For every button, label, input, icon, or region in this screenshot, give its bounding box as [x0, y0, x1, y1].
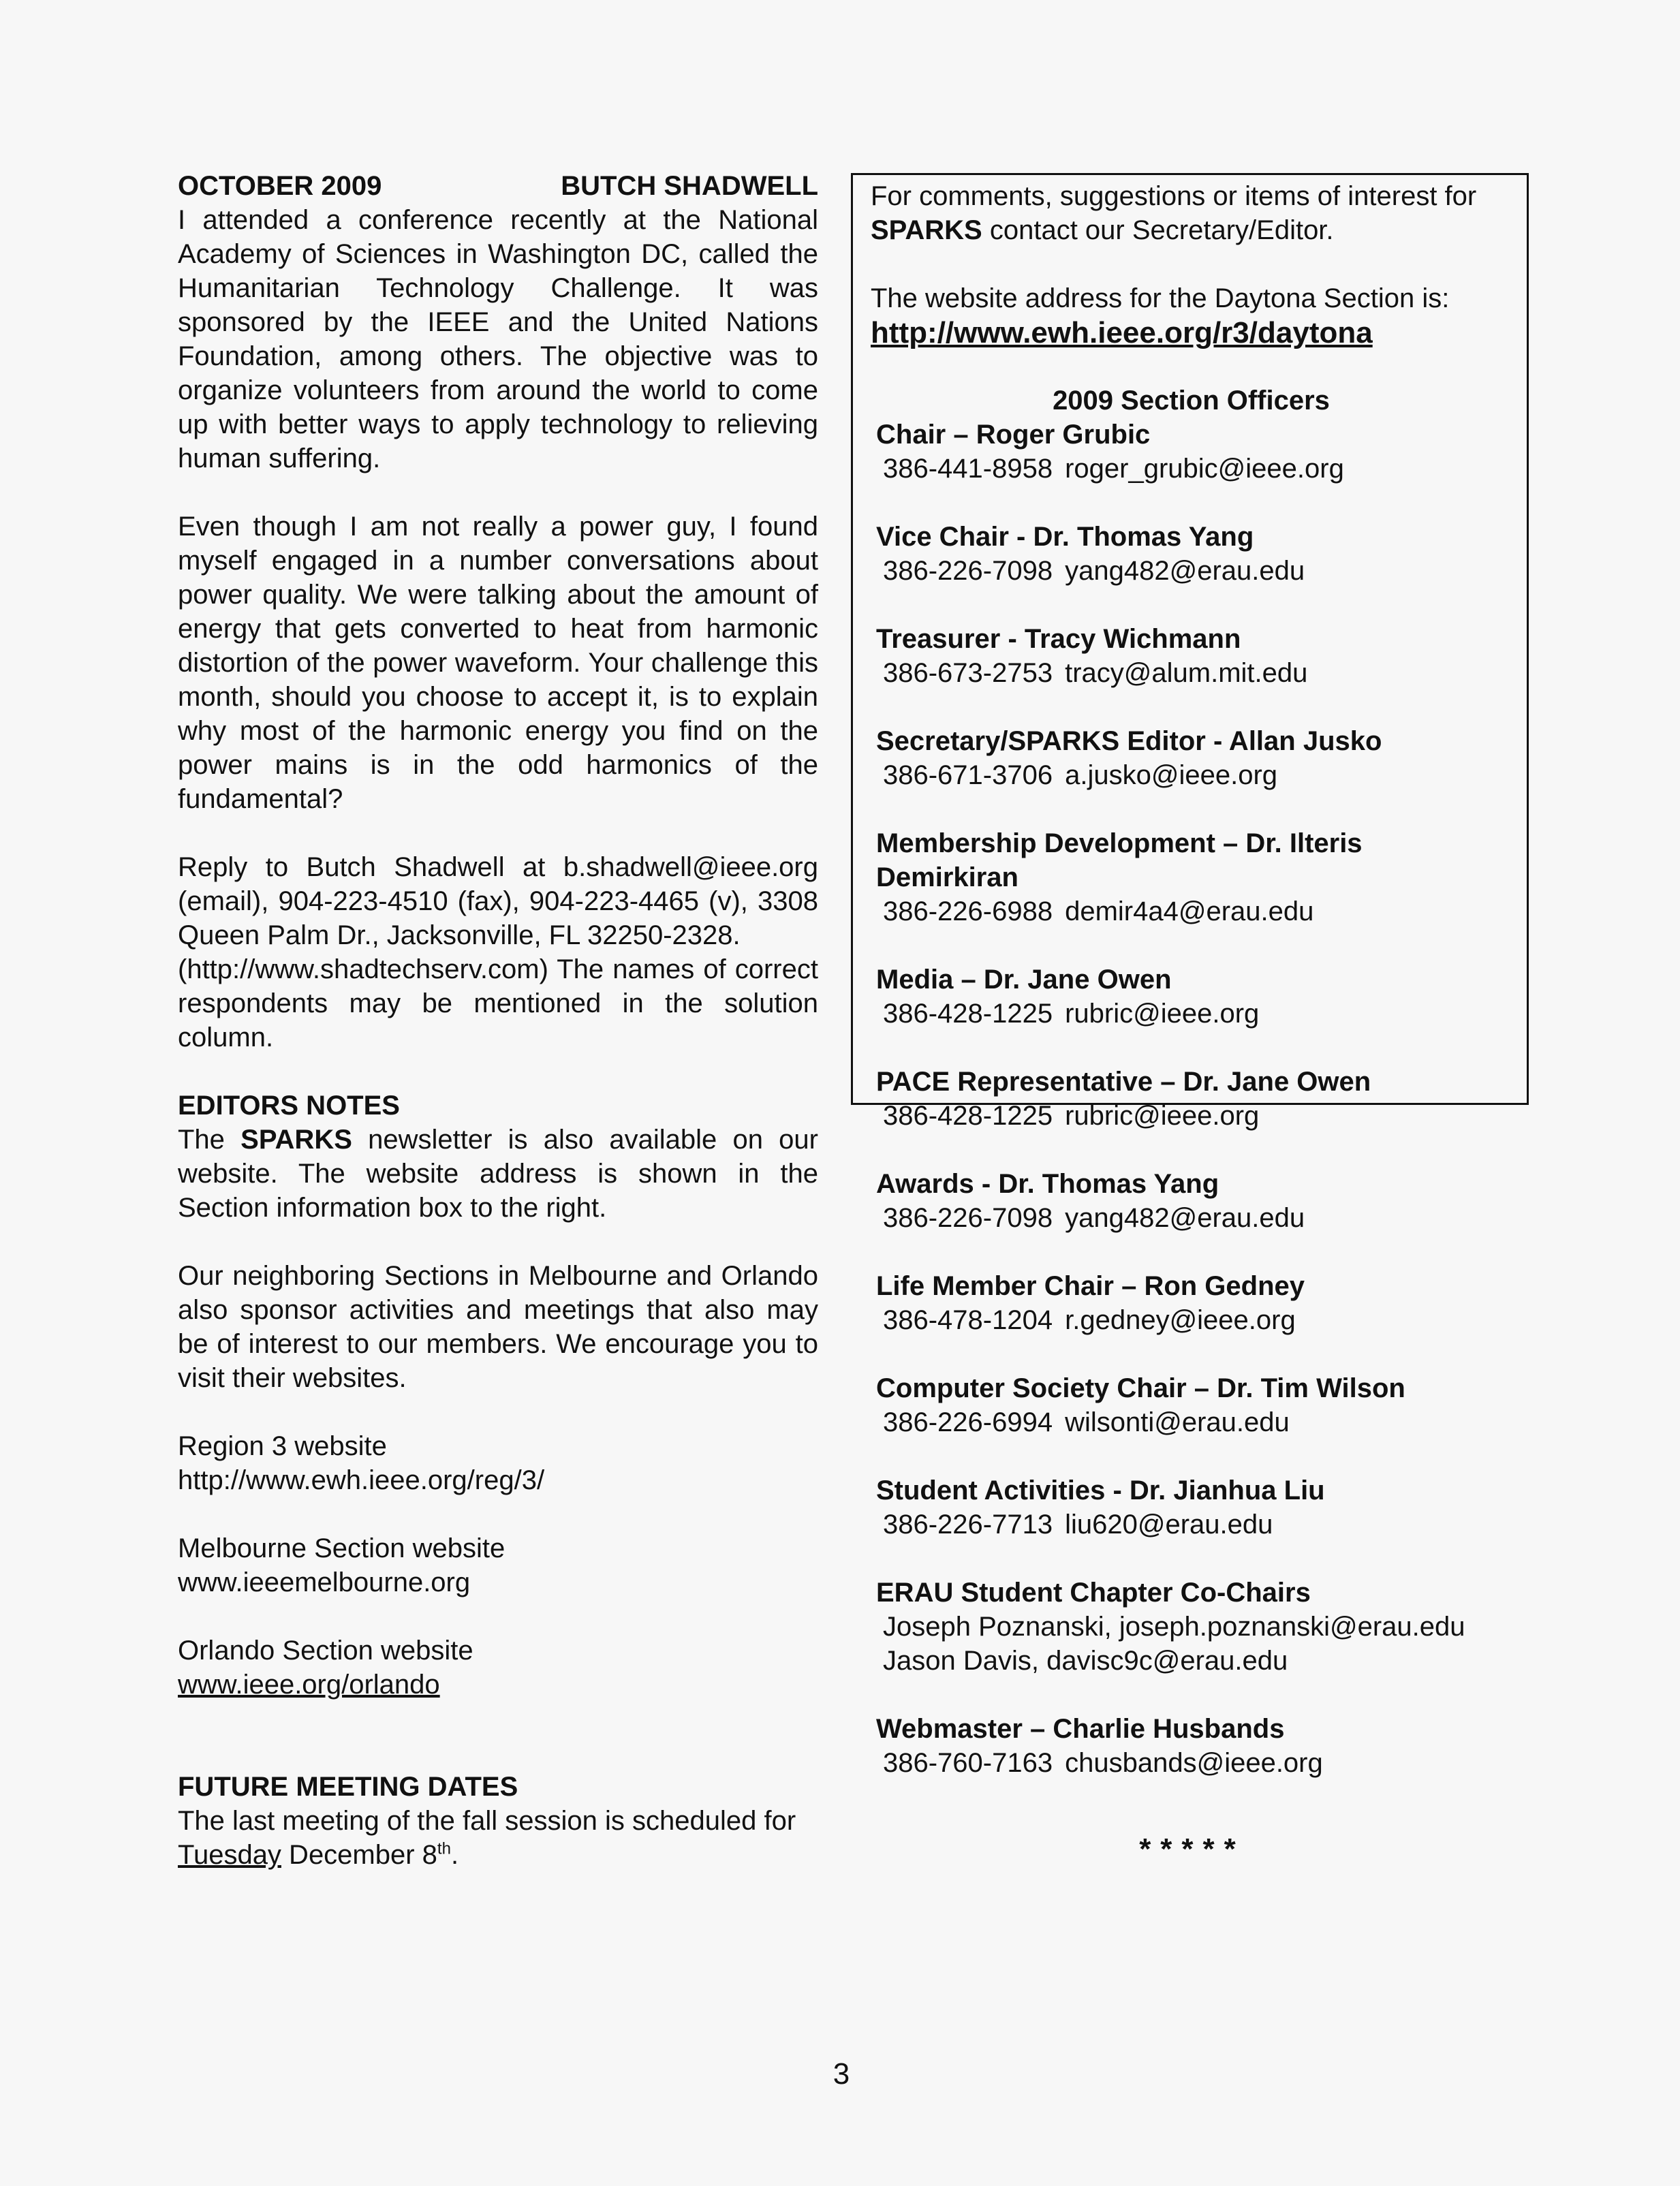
officer-email[interactable]: yang482@erau.edu: [1065, 556, 1305, 586]
officer-contact: [871, 452, 1512, 486]
officer-phone: 386-428-1225: [883, 999, 1053, 1029]
future-text-b: December 8: [281, 1840, 437, 1870]
erau-officer: [871, 1576, 1512, 1678]
melbourne-website-label: Melbourne Section website: [178, 1533, 505, 1563]
officer-list: [871, 418, 1512, 1542]
officer-phone: 386-428-1225: [883, 1101, 1053, 1131]
officer-email[interactable]: roger_grubic@ieee.org: [1065, 454, 1344, 484]
officer-entry: [871, 622, 1512, 690]
erau-contact-1: Joseph Poznanski, joseph.poznanski@erau.edu: [883, 1612, 1465, 1642]
article-paragraph-1: I attended a conference recently at the National Academy of Sciences in Washington DC, called the Humanitarian Technology Challenge. It was sponsored by the IEEE and the United Nations Foundation, among others. The objective was to organize volunteers from around the world to come up with better ways to apply technology to relieving human suffering.: [178, 205, 818, 473]
website-intro: The website address for the Daytona Section is:: [871, 283, 1450, 313]
officer-contact: [871, 894, 1512, 928]
officer-title: PACE Representative – Dr. Jane Owen: [876, 1067, 1371, 1097]
officer-email[interactable]: a.jusko@ieee.org: [1065, 760, 1278, 790]
officer-entry: [871, 520, 1512, 588]
officer-entry: [871, 1269, 1512, 1337]
editors-notes-heading: EDITORS NOTES: [178, 1091, 400, 1121]
webmaster-officer: [871, 1712, 1512, 1780]
intro-sparks: SPARKS: [871, 215, 982, 245]
officer-title: Treasurer - Tracy Wichmann: [876, 624, 1241, 654]
orlando-website-label: Orlando Section website: [178, 1636, 473, 1666]
officer-contact: [871, 656, 1512, 690]
intro-text-b: contact our Secretary/Editor.: [982, 215, 1334, 245]
intro-text-a: For comments, suggestions or items of interest for: [871, 181, 1477, 211]
editors-notes-paragraph-1: [178, 1123, 818, 1225]
officer-contact: [871, 554, 1512, 588]
erau-contact-2: Jason Davis, davisc9c@erau.edu: [883, 1646, 1288, 1676]
section-info-box: [851, 173, 1529, 1778]
region-website-url[interactable]: http://www.ewh.ieee.org/reg/3/: [178, 1465, 545, 1495]
future-meetings-text: [178, 1804, 818, 1872]
reply-paragraph-continued: (http://www.shadtechserv.com) The names of correct respondents may be mentioned in the solution column.: [178, 954, 818, 1052]
reply-paragraph: Reply to Butch Shadwell at b.shadwell@ieee.org (email), 904-223-4510 (fax), 904-223-4465 (v), 3308 Queen Palm Dr., Jacksonville, FL 32250-2328.: [178, 852, 818, 950]
officer-email[interactable]: r.gedney@ieee.org: [1065, 1305, 1296, 1335]
daytona-website-link[interactable]: http://www.ewh.ieee.org/r3/daytona: [871, 316, 1373, 349]
officer-title: Membership Development – Dr. Ilteris Demirkiran: [876, 828, 1363, 892]
officer-phone: 386-441-8958: [883, 454, 1053, 484]
officer-title: Life Member Chair – Ron Gedney: [876, 1271, 1305, 1301]
officer-email[interactable]: yang482@erau.edu: [1065, 1203, 1305, 1233]
officer-title: Awards - Dr. Thomas Yang: [876, 1169, 1219, 1199]
article-author: BUTCH SHADWELL: [561, 171, 818, 201]
webmaster-email[interactable]: chusbands@ieee.org: [1065, 1748, 1323, 1778]
editors-text-a: The: [178, 1125, 241, 1155]
section-divider-stars: *****: [1139, 1832, 1245, 1866]
officer-entry: [871, 1371, 1512, 1439]
officer-title: Chair – Roger Grubic: [876, 420, 1151, 450]
officer-email[interactable]: demir4a4@erau.edu: [1065, 896, 1314, 926]
officer-email[interactable]: rubric@ieee.org: [1065, 999, 1260, 1029]
officer-contact: [871, 1099, 1512, 1133]
officer-title: Secretary/SPARKS Editor - Allan Jusko: [876, 726, 1382, 756]
editors-text-b: newsletter is also available on our website. The website address is shown in the Section information box to the right.: [178, 1125, 818, 1223]
officer-contact: [871, 997, 1512, 1031]
officer-phone: 386-673-2753: [883, 658, 1053, 688]
future-sup: th: [437, 1839, 451, 1858]
officer-entry: [871, 963, 1512, 1031]
officer-email[interactable]: tracy@alum.mit.edu: [1065, 658, 1308, 688]
officer-entry: [871, 1167, 1512, 1235]
future-day: Tuesday: [178, 1840, 281, 1870]
officer-entry: [871, 418, 1512, 486]
info-intro: [871, 179, 1512, 247]
officer-entry: [871, 1065, 1512, 1133]
melbourne-website-url[interactable]: www.ieeemelbourne.org: [178, 1567, 471, 1597]
future-text-a: The last meeting of the fall session is scheduled for: [178, 1806, 796, 1836]
orlando-website-block: [178, 1634, 818, 1702]
officer-entry: [871, 826, 1512, 928]
melbourne-website-block: [178, 1531, 818, 1599]
editors-notes-paragraph-2: Our neighboring Sections in Melbourne and Orlando also sponsor activities and meetings that also may be of interest to our members. We encourage you to visit their websites.: [178, 1261, 818, 1393]
officer-title: Media – Dr. Jane Owen: [876, 965, 1172, 995]
officer-email[interactable]: wilsonti@erau.edu: [1065, 1407, 1290, 1437]
webmaster-phone: 386-760-7163: [883, 1748, 1053, 1778]
officer-entry: [871, 724, 1512, 792]
officer-title: Vice Chair - Dr. Thomas Yang: [876, 522, 1254, 552]
officer-contact: [871, 1405, 1512, 1439]
officer-phone: 386-226-7713: [883, 1510, 1053, 1540]
future-text-c: .: [450, 1840, 459, 1870]
officer-email[interactable]: rubric@ieee.org: [1065, 1101, 1260, 1131]
erau-title: ERAU Student Chapter Co-Chairs: [876, 1578, 1311, 1608]
article-header: [178, 169, 818, 203]
webmaster-title: Webmaster – Charlie Husbands: [876, 1714, 1285, 1744]
officer-contact: [871, 1303, 1512, 1337]
officer-contact: [871, 1201, 1512, 1235]
officer-phone: 386-226-7098: [883, 556, 1053, 586]
webmaster-contact: [871, 1746, 1512, 1780]
officer-phone: 386-671-3706: [883, 760, 1053, 790]
left-column: [178, 169, 818, 1872]
officer-email[interactable]: liu620@erau.edu: [1065, 1510, 1273, 1540]
future-meetings-heading: FUTURE MEETING DATES: [178, 1772, 518, 1802]
officer-phone: 386-226-6994: [883, 1407, 1053, 1437]
article-paragraph-2: Even though I am not really a power guy, I found myself engaged in a number conversations about power quality. We were talking about the amount of energy that gets converted to heat from harmonic distortion of the power waveform. Your challenge this month, should you choose to accept it, is to explain why most of the harmonic energy you find on the power mains is in the odd harmonics of the fundamental?: [178, 512, 818, 814]
region-website-label: Region 3 website: [178, 1431, 387, 1461]
officer-contact: [871, 1508, 1512, 1542]
article-date: OCTOBER 2009: [178, 171, 382, 201]
officer-contact: [871, 758, 1512, 792]
sparks-name: SPARKS: [240, 1125, 352, 1155]
officer-phone: 386-478-1204: [883, 1305, 1053, 1335]
officer-entry: [871, 1473, 1512, 1542]
officer-title: Computer Society Chair – Dr. Tim Wilson: [876, 1373, 1405, 1403]
officer-phone: 386-226-7098: [883, 1203, 1053, 1233]
officer-title: Student Activities - Dr. Jianhua Liu: [876, 1475, 1325, 1505]
officers-heading: 2009 Section Officers: [1053, 386, 1330, 416]
region-website-block: [178, 1429, 818, 1497]
orlando-website-url[interactable]: www.ieee.org/orlando: [178, 1670, 440, 1700]
page-number: 3: [833, 2057, 850, 2091]
officer-phone: 386-226-6988: [883, 896, 1053, 926]
